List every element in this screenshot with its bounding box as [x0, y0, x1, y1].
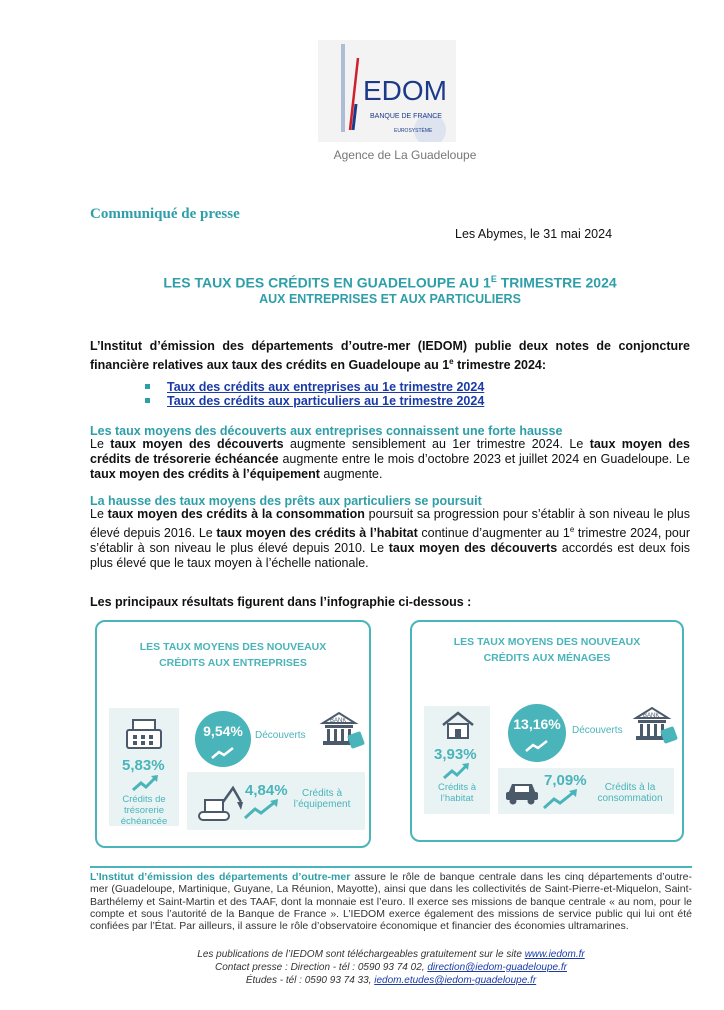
cash-register-icon: [123, 718, 165, 752]
infographic-entreprises-title: LES TAUX MOYENS DES NOUVEAUX CRÉDITS AUX ENTREPRISES: [139, 641, 327, 669]
direction-email-link[interactable]: direction@iedom-guadeloupe.fr: [427, 962, 568, 973]
bank-icon: [632, 706, 678, 744]
svg-text:EDOM: EDOM: [363, 75, 447, 106]
iedom-logo-graphic: [318, 40, 456, 142]
tresorerie-label: Crédits de trésorerie échéancée: [120, 794, 168, 827]
equipement-label: Crédits à l’équipement: [293, 788, 351, 810]
bullet-icon: [145, 384, 150, 389]
trend-up-icon: [131, 774, 159, 792]
link-item: [145, 380, 484, 394]
decouverts-menages-badge: [508, 704, 566, 762]
footer-divider: [90, 866, 692, 868]
trend-up-icon: [542, 788, 578, 810]
link-particuliers[interactable]: Taux des crédits aux particuliers au 1e trimestre 2024: [167, 394, 485, 408]
date: Les Abymes, le 31 mai 2024: [455, 227, 613, 241]
press-label: Communiqué de presse: [90, 206, 240, 222]
logo-small: EUROSYSTÈME: [394, 128, 433, 134]
decouverts-menages-value: 13,16%: [513, 716, 561, 732]
title-line-1: LES TAUX DES CRÉDITS EN GUADELOUPE AU $1^E$ TRIMESTRE 2024: [163, 274, 617, 291]
publications-line: Les publications de l’IEDOM sont téléchargeables gratuitement sur le site www.iedom.fr: [197, 949, 585, 960]
report-links: [145, 380, 484, 408]
consommation-label: Crédits à la consommation: [597, 782, 663, 804]
infographic-menages-title: LES TAUX MOYENS DES NOUVEAUX CRÉDITS AUX MÉNAGES: [453, 636, 641, 664]
trend-up-icon: [442, 762, 470, 780]
website-link[interactable]: www.iedom.fr: [524, 949, 585, 960]
house-icon: [440, 710, 476, 740]
section1-heading: Les taux moyens des découverts aux entreprises connaissent une forte hausse: [90, 424, 563, 438]
logo-subtitle: BANQUE DE FRANCE: [370, 113, 442, 120]
equipement-value: 4,84%: [245, 782, 288, 799]
contact-line: Contact presse : Direction - tél : 0590 93 74 02, direction@iedom-guadeloupe.fr: [214, 962, 568, 973]
link-entreprises[interactable]: Taux des crédits aux entreprises au 1e trimestre 2024: [167, 380, 485, 394]
agency-label: Agence de La Guadeloupe: [333, 148, 477, 162]
consommation-value: 7,09%: [544, 772, 587, 789]
bullet-icon: [145, 398, 150, 403]
car-icon: [504, 776, 540, 806]
bank-label: BANK: [330, 718, 347, 724]
bank-icon: [319, 711, 365, 749]
trend-up-icon: [524, 739, 550, 753]
section1-paragraph: Le taux moyen des découverts augmente sensiblement au 1er trimestre 2024. Le taux moyen des crédits de trésorerie échéancée augmente entre le mois d’octobre 2023 et juillet 2024 en Guadeloupe. Le taux moyen des crédits à l’équipement augmente.: [90, 437, 690, 481]
infographic-entreprises: [95, 620, 371, 848]
footer-contacts: [90, 948, 692, 987]
decouverts-entreprises-label: Découverts: [255, 730, 306, 741]
decouverts-entreprises-badge: [195, 711, 251, 767]
excavator-icon: [193, 782, 245, 826]
footer-about: L’Institut d’émission des départements d’outre-mer assure le rôle de banque centrale dans les cinq départements d’outre-mer (Guadeloupe, Martinique, Guyane, La Réunion, Mayotte), ainsi que dans les collectivités de Saint-Pierre-et-Miquelon, Saint-Barthélemy et Saint-Martin et des TAAF, dont la monnaie est l’euro. Il exerce ses missions de banque centrale « au nom, pour le compte et sous l’autorité de la Banque de France ». L’IEDOM exerce également des missions de service public qui lui ont été confiées par l’État. Par ailleurs, il assure le rôle d’observatoire économique et financier des économies ultramarines.: [90, 871, 692, 933]
decouverts-menages-label: Découverts: [572, 725, 623, 736]
link-item: [145, 394, 484, 408]
iedom-logo: [318, 40, 456, 142]
trend-up-icon: [210, 746, 236, 760]
decouverts-entreprises-value: 9,54%: [203, 723, 243, 739]
intro-paragraph: L’Institut d’émission des départements d’outre-mer (IEDOM) publie deux notes de conjoncture financière relatives aux taux des crédits en Guadeloupe au 1e trimestre 2024:: [90, 339, 690, 373]
results-intro: Les principaux résultats figurent dans l’infographie ci-dessous :: [90, 595, 472, 609]
title-line-2: AUX ENTREPRISES ET AUX PARTICULIERS: [259, 292, 521, 306]
tresorerie-value: 5,83%: [122, 757, 165, 774]
etudes-line: Études - tél : 0590 93 74 33, iedom.etudes@iedom-guadeloupe.fr: [245, 975, 537, 986]
habitat-value: 3,93%: [434, 746, 477, 763]
habitat-label: Crédits à l’habitat: [437, 782, 476, 804]
bank-label: BANK: [643, 713, 660, 719]
infographic-menages: [410, 620, 684, 842]
section2-paragraph: Le taux moyen des crédits à la consommation poursuit sa progression pour s’établir à son niveau le plus élevé depuis 2016. Le taux moyen des crédits à l’habitat continue d’augmenter au 1e trimestre 2024, pour s’établir à son niveau le plus élevé depuis 2010. Le taux moyen des découverts accordés est deux fois plus élevé que le taux moyen à l’échelle nationale.: [90, 507, 690, 571]
etudes-email-link[interactable]: iedom.etudes@iedom-guadeloupe.fr: [374, 975, 537, 986]
section2-heading: La hausse des taux moyens des prêts aux particuliers se poursuit: [90, 494, 482, 508]
trend-up-icon: [243, 798, 279, 820]
